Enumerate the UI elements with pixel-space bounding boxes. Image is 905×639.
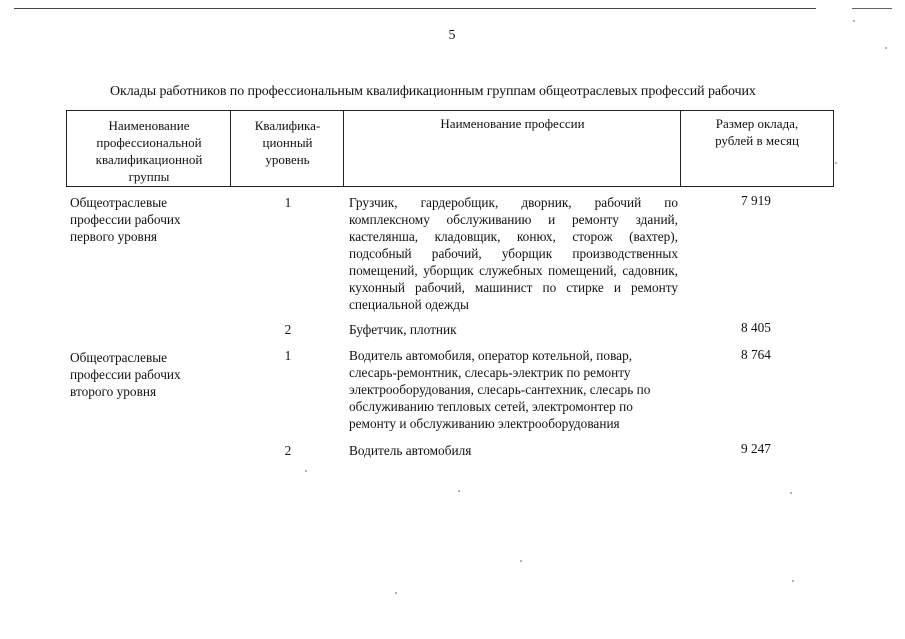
scan-speck [835,162,837,164]
row-3-profession: Водитель автомобиля, оператор котельной, повар, слесарь-ремонтник, слесарь-электрик по ремонту электрооборудования, слесарь-сантехник, слесарь по обслуживанию тепловых сетей, электромонтер по ремонту и обслуживанию электрооборудования [349,348,651,431]
page-number: 5 [448,28,456,43]
row-2-salary: 8 405 [741,320,771,335]
scan-top-edge-line-right [852,8,892,9]
row-3-salary: 8 764 [741,347,771,362]
row-4-profession: Водитель автомобиля [349,443,472,458]
scan-speck [305,470,307,472]
header-group-label: Наименование профессиональной квалификационной группы [95,118,203,184]
header-profession-label: Наименование профессии [440,116,585,131]
scan-top-edge-line [14,8,816,9]
row-3-level: 1 [284,348,292,363]
header-group [66,110,231,187]
header-salary [680,110,834,187]
header-salary-label: Размер оклада, рублей в месяц [715,116,799,148]
row-2-level: 2 [284,322,292,337]
row-1-level: 1 [284,195,292,210]
row-1-salary: 7 919 [741,193,771,208]
scan-speck [395,592,397,594]
header-level [230,110,344,187]
row-4-level: 2 [284,443,292,458]
row-4-salary: 9 247 [741,441,771,456]
row-1-profession: Грузчик, гардеробщик, дворник, рабочий по комплексному обслуживанию и ремонту зданий, кастелянша, кладовщик, конюх, сторож (вахтер), подсобный рабочий, уборщик производственных помещений, уборщик служебных помещений, садовник, кухонный рабочий, машинист по стирке и ремонту специальной одежды [349,195,678,312]
table-title: Оклады работников по профессиональным квалификационным группам общеотраслевых профессий рабочих [110,84,756,99]
scan-speck [458,490,460,492]
row-3-group: Общеотраслевые профессии рабочих второго уровня [70,350,181,399]
header-level-label: Квалифика-ционный уровень [254,118,321,167]
scan-speck [885,47,887,49]
header-profession [343,110,681,187]
scan-speck [520,560,522,562]
row-1-group: Общеотраслевые профессии рабочих первого уровня [70,195,181,244]
row-2-profession: Буфетчик, плотник [349,322,457,337]
scan-speck [853,20,855,22]
scan-speck [790,492,792,494]
scan-speck [792,580,794,582]
